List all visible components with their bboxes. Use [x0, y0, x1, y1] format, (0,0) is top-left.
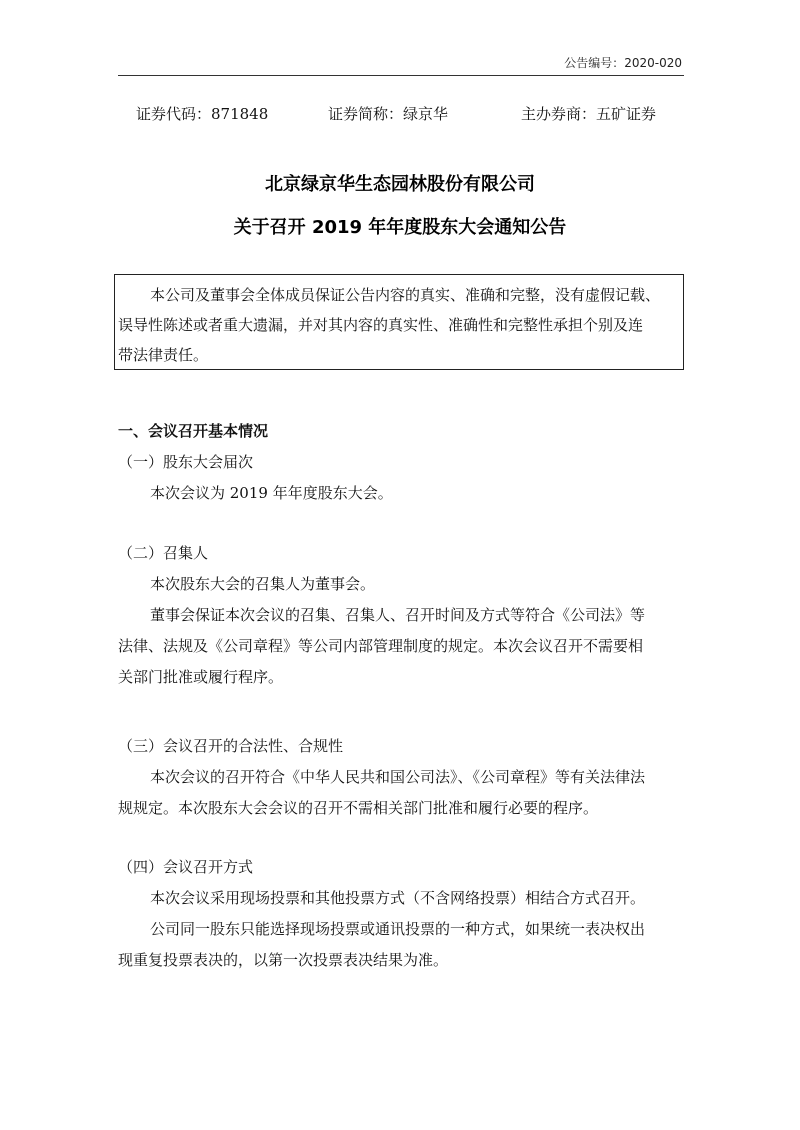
paragraph-line: 本次股东大会的召集人为董事会。 [150, 575, 376, 593]
paragraph-line: 本次会议采用现场投票和其他投票方式（不含网络投票）相结合方式召开。 [150, 889, 646, 907]
subsection-heading: （二）召集人 [118, 544, 209, 562]
paragraph-line: 本次会议为 2019 年年度股东大会。 [150, 484, 393, 502]
sponsor-broker: 主办券商：五矿证券 [521, 105, 657, 123]
company-title: 北京绿京华生态园林股份有限公司 [265, 174, 535, 195]
security-code: 证券代码：871848 [136, 105, 269, 123]
paragraph-line: 法律、法规及《公司章程》等公司内部管理制度的规定。本次会议召开不需要相 [118, 637, 644, 655]
subsection-heading: （一）股东大会届次 [118, 453, 254, 471]
subsection-heading: （三）会议召开的合法性、合规性 [118, 737, 344, 755]
notice-title: 关于召开 2019 年年度股东大会通知公告 [233, 217, 567, 238]
paragraph-line: 董事会保证本次会议的召集、召集人、召开时间及方式等符合《公司法》等 [150, 606, 646, 624]
announcement-number: 公告编号：2020-020 [564, 56, 682, 70]
paragraph-line: 现重复投票表决的，以第一次投票表决结果为准。 [118, 951, 449, 969]
disclaimer-line: 本公司及董事会全体成员保证公告内容的真实、准确和完整，没有虚假记载、 [150, 286, 661, 304]
security-short-name: 证券简称：绿京华 [328, 105, 449, 123]
disclaimer-line: 误导性陈述或者重大遗漏，并对其内容的真实性、准确性和完整性承担个别及连 [118, 316, 644, 334]
subsection-heading: （四）会议召开方式 [118, 858, 254, 876]
paragraph-line: 关部门批准或履行程序。 [118, 668, 284, 686]
disclaimer-line: 带法律责任。 [118, 346, 209, 364]
paragraph-line: 规规定。本次股东大会会议的召开不需相关部门批准和履行必要的程序。 [118, 799, 599, 817]
paragraph-line: 本次会议的召开符合《中华人民共和国公司法》、《公司章程》等有关法律法 [150, 768, 646, 786]
paragraph-line: 公司同一股东只能选择现场投票或通讯投票的一种方式，如果统一表决权出 [150, 920, 646, 938]
header-divider [118, 75, 684, 76]
section-heading: 一、会议召开基本情况 [118, 422, 269, 440]
